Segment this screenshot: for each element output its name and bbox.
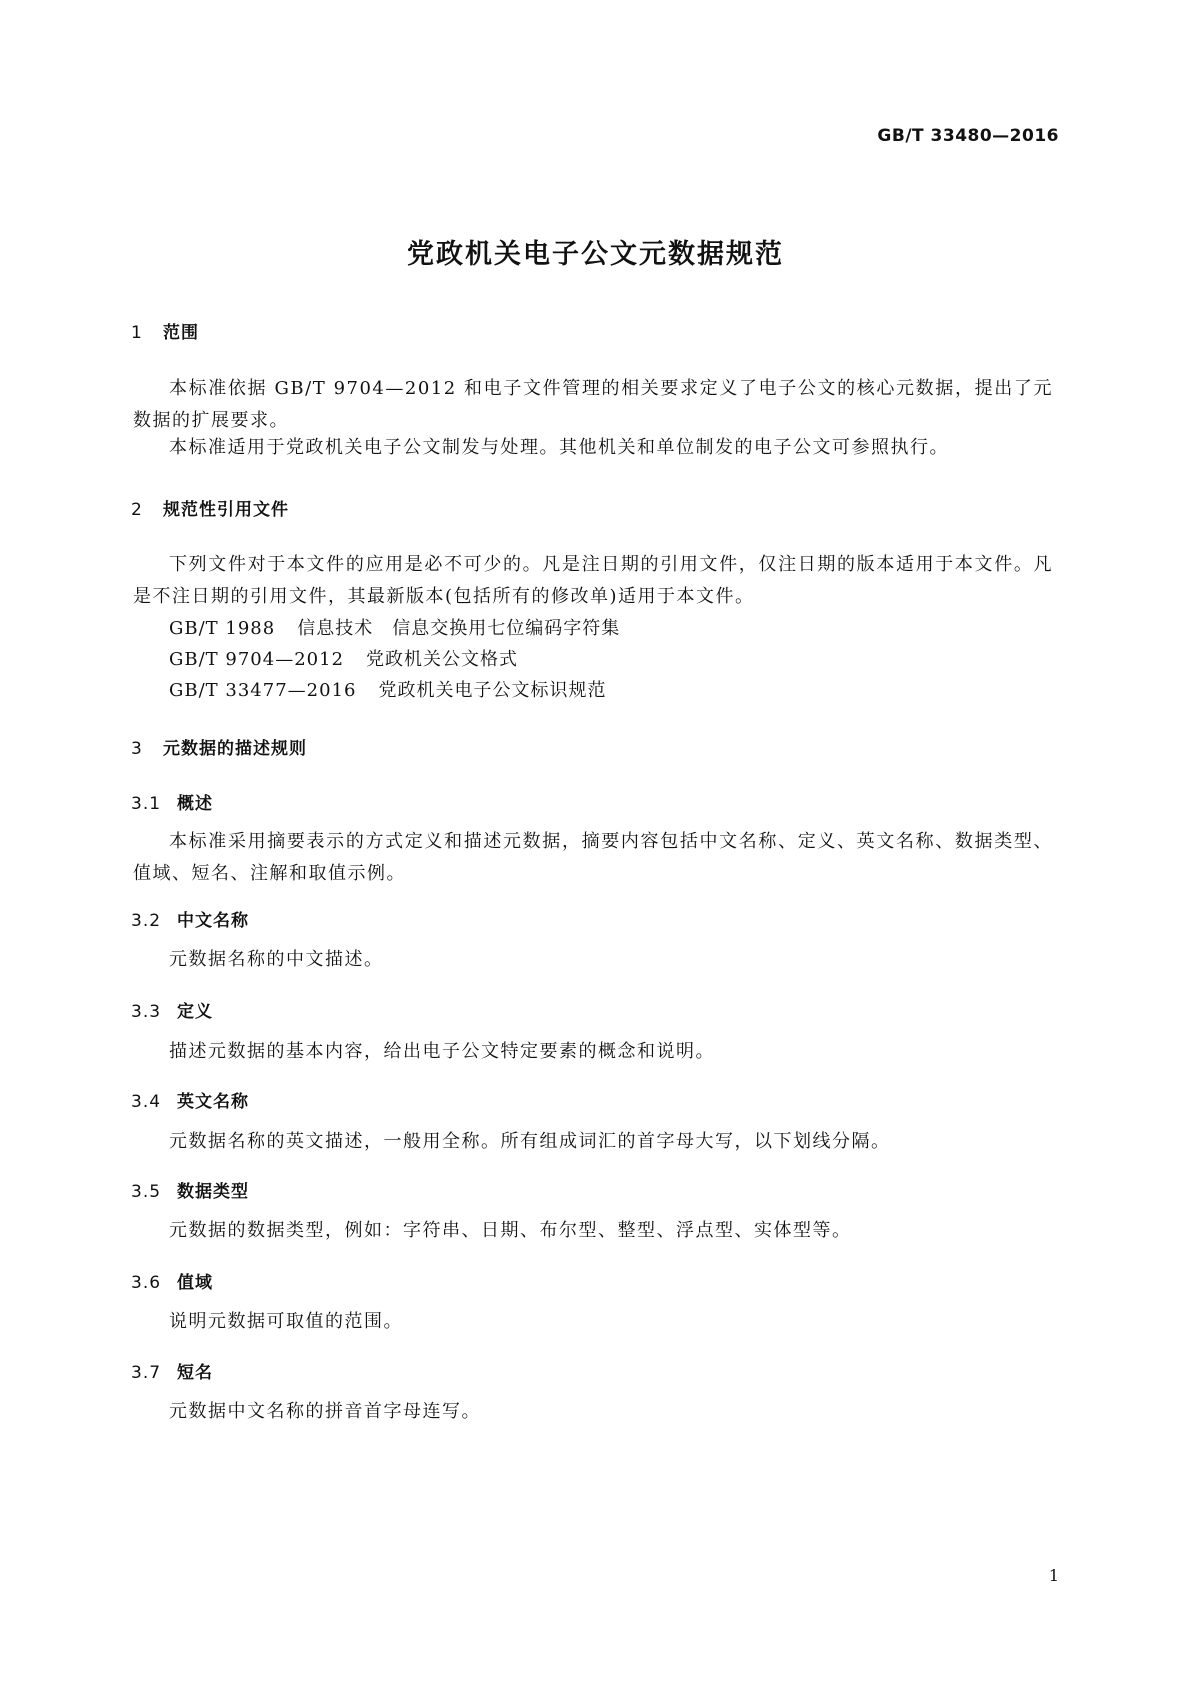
subsection-title: 值域 xyxy=(177,1273,213,1293)
paragraph: 本标准采用摘要表示的方式定义和描述元数据，摘要内容包括中文名称、定义、英文名称、数据类型、值域、短名、注解和取值示例。 xyxy=(133,831,1053,884)
page-number: 1 xyxy=(1048,1566,1059,1585)
subsection-title: 概述 xyxy=(177,794,213,814)
subsection-heading xyxy=(131,1358,213,1383)
subsection-number: 3.1 xyxy=(131,794,162,814)
subsection-title: 短名 xyxy=(177,1363,213,1383)
paragraph: 元数据名称的英文描述，一般用全称。所有组成词汇的首字母大写，以下划线分隔。 xyxy=(169,1131,891,1152)
subsection-number: 3.3 xyxy=(131,1002,162,1022)
section-number: 3 xyxy=(131,739,143,759)
section-3-heading xyxy=(131,734,307,759)
reference-item xyxy=(169,614,620,640)
section-title: 范围 xyxy=(163,323,199,343)
section-1-heading xyxy=(131,318,199,343)
reference-item xyxy=(169,645,518,671)
reference-code: GB/T 9704—2012 xyxy=(169,649,345,670)
paragraph: 下列文件对于本文件的应用是必不可少的。凡是注日期的引用文件，仅注日期的版本适用于本文件。凡是不注日期的引用文件，其最新版本(包括所有的修改单)适用于本文件。 xyxy=(133,554,1053,607)
subsection-heading xyxy=(131,1177,249,1202)
subsection-number: 3.4 xyxy=(131,1092,162,1112)
subsection-title: 中文名称 xyxy=(177,911,249,931)
subsection-number: 3.7 xyxy=(131,1363,162,1383)
reference-title: 党政机关电子公文标识规范 xyxy=(378,680,607,701)
reference-title: 党政机关公文格式 xyxy=(366,649,519,670)
reference-item xyxy=(169,676,606,702)
subsection-title: 数据类型 xyxy=(177,1182,249,1202)
subsection-title: 定义 xyxy=(177,1002,213,1022)
paragraph: 本标准适用于党政机关电子公文制发与处理。其他机关和单位制发的电子公文可参照执行。 xyxy=(169,437,949,458)
section-title: 元数据的描述规则 xyxy=(163,739,307,759)
paragraph: 元数据的数据类型，例如：字符串、日期、布尔型、整型、浮点型、实体型等。 xyxy=(169,1220,852,1241)
paragraph: 元数据名称的中文描述。 xyxy=(169,949,384,970)
subsection-number: 3.6 xyxy=(131,1273,162,1293)
standard-number: GB/T 33480—2016 xyxy=(877,126,1059,146)
subsection-heading xyxy=(131,997,213,1022)
reference-code: GB/T 1988 xyxy=(169,618,276,639)
section-2-heading xyxy=(131,495,289,520)
section-number: 1 xyxy=(131,323,143,343)
subsection-title: 英文名称 xyxy=(177,1092,249,1112)
subsection-heading xyxy=(131,1268,213,1293)
reference-title: 信息技术 信息交换用七位编码字符集 xyxy=(297,618,621,639)
section-title: 规范性引用文件 xyxy=(163,500,289,520)
document-title: 党政机关电子公文元数据规范 xyxy=(407,239,784,270)
paragraph: 描述元数据的基本内容，给出电子公文特定要素的概念和说明。 xyxy=(169,1041,715,1062)
reference-code: GB/T 33477—2016 xyxy=(169,680,357,701)
subsection-number: 3.2 xyxy=(131,911,162,931)
section-number: 2 xyxy=(131,500,143,520)
subsection-heading xyxy=(131,906,249,931)
subsection-heading xyxy=(131,789,213,814)
paragraph: 本标准依据 GB/T 9704—2012 和电子文件管理的相关要求定义了电子公文的核心元数据，提出了元数据的扩展要求。 xyxy=(133,378,1053,431)
paragraph: 元数据中文名称的拼音首字母连写。 xyxy=(169,1401,481,1422)
subsection-heading xyxy=(131,1087,249,1112)
paragraph: 说明元数据可取值的范围。 xyxy=(169,1311,403,1332)
subsection-number: 3.5 xyxy=(131,1182,162,1202)
